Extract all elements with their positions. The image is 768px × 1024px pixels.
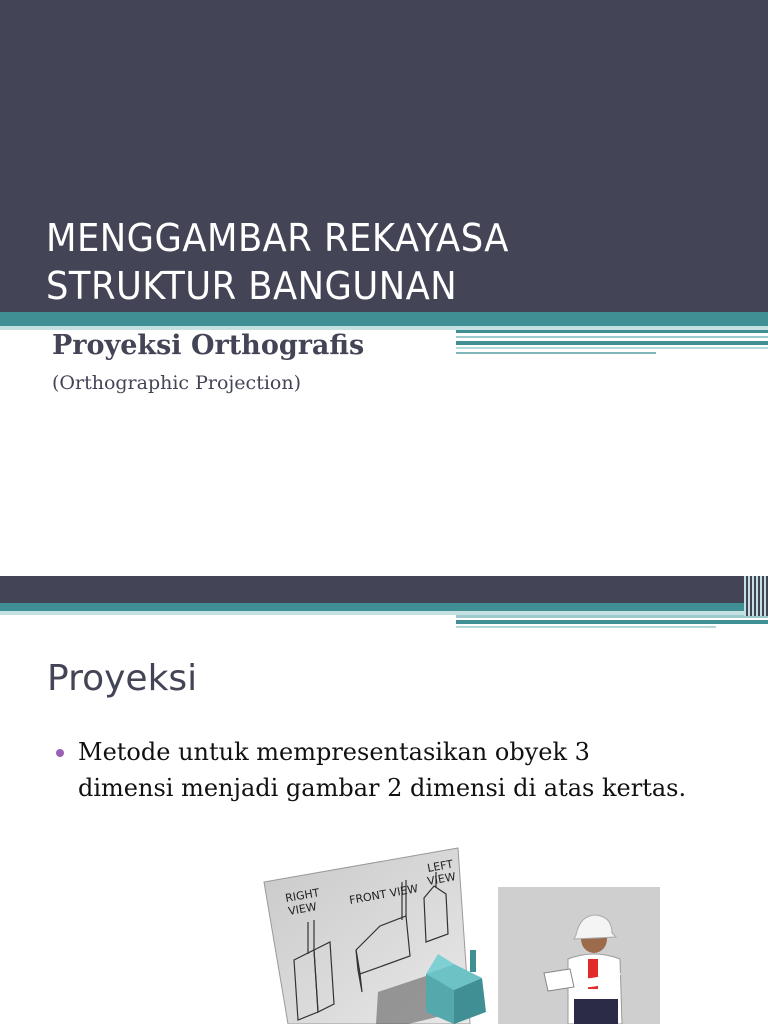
left-view-label-line1: LEFT: [426, 857, 455, 875]
bullet-dot-icon: [56, 749, 64, 757]
right-view-label-line2: VIEW: [287, 900, 318, 918]
front-view-label: FRONT VIEW: [348, 882, 420, 907]
slide-heading: Proyeksi: [47, 658, 198, 699]
bullet-item: [52, 734, 692, 806]
bullet-text: Metode untuk mempresentasikan obyek 3 dimensi menjadi gambar 2 dimensi di atas kertas.: [78, 738, 687, 802]
orthographic-views-illustration: [258, 842, 494, 1024]
subtitle: Proyeksi Orthografis: [52, 330, 365, 361]
left-view-label-line2: VIEW: [426, 870, 457, 888]
worker-figure-icon: [498, 887, 660, 1024]
title-line-1: MENGGAMBAR REKAYASA: [46, 216, 509, 260]
construction-worker-photo: [498, 887, 660, 1024]
content-slide: [0, 576, 768, 1024]
presentation-title: [46, 214, 509, 310]
right-view-label-line1: RIGHT: [284, 886, 321, 905]
title-line-2: STRUKTUR BANGUNAN: [46, 264, 458, 308]
bullet-list: [52, 734, 692, 806]
subtitle-english: (Orthographic Projection): [52, 372, 301, 394]
